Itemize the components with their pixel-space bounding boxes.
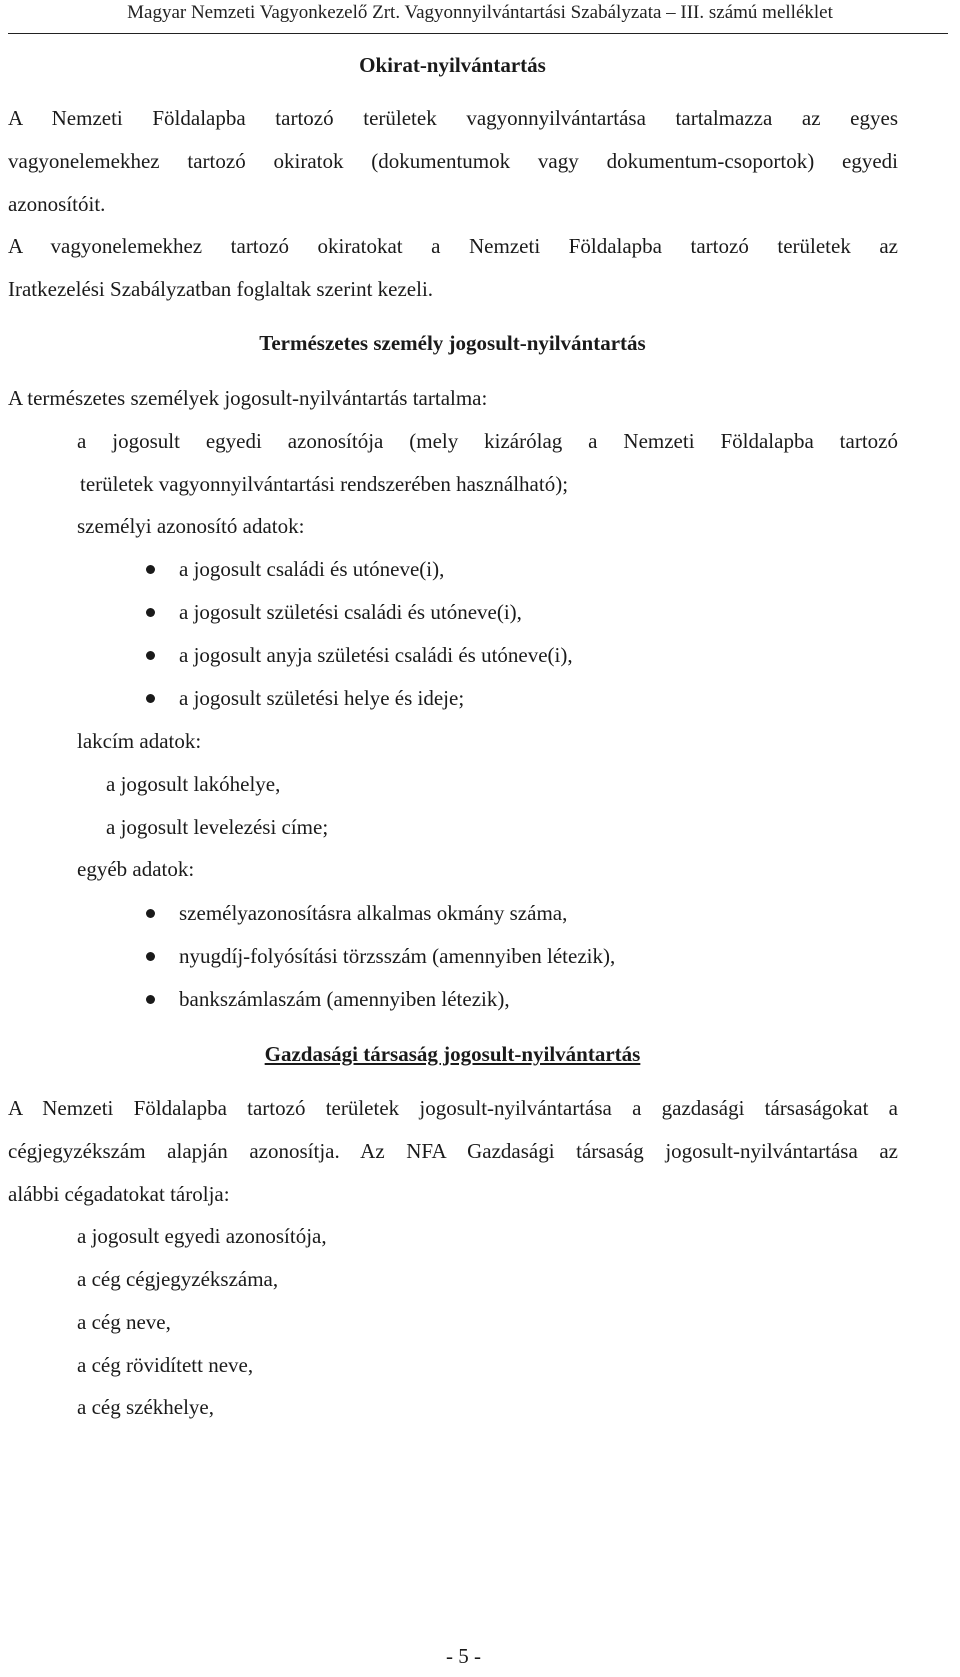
list-item: a cég neve, (77, 1310, 171, 1334)
bullet-item: a jogosult anyja születési családi és utóneve(i), (179, 643, 573, 667)
section-title-okirat: Okirat-nyilvántartás (359, 53, 546, 77)
bullet-icon (146, 995, 155, 1004)
list-item: a cég rövidített neve, (77, 1353, 254, 1377)
bullet-icon (146, 952, 155, 961)
group-label-personal: személyi azonosító adatok: (77, 514, 305, 538)
list-item: a jogosult egyedi azonosítója (mely kizárólag a Nemzeti Földalapba tartozó (77, 429, 898, 453)
section-intro: A természetes személyek jogosult-nyilvántartás tartalma: (8, 386, 488, 410)
list-item: területek vagyonnyilvántartási rendszerében használható); (80, 472, 569, 496)
running-header: Magyar Nemzeti Vagyonkezelő Zrt. Vagyonnyilvántartási Szabályzata – III. számú melléklet (127, 2, 833, 23)
paragraph-line: cégjegyzékszám alapján azonosítja. Az NFA Gazdasági társaság jogosult-nyilvántartása az (8, 1139, 898, 1163)
bullet-item: a jogosult születési családi és utóneve(i), (179, 600, 522, 624)
list-item: a cég cégjegyzékszáma, (77, 1267, 279, 1291)
paragraph-line: A Nemzeti Földalapba tartozó területek vagyonnyilvántartása tartalmazza az egyes (8, 106, 898, 130)
paragraph-line: A vagyonelemekhez tartozó okiratokat a Nemzeti Földalapba tartozó területek az (8, 234, 898, 258)
list-item: a jogosult levelezési címe; (106, 815, 329, 839)
section-title-termeszetes: Természetes személy jogosult-nyilvántartás (259, 331, 646, 355)
header-rule (8, 33, 948, 34)
bullet-item: bankszámlaszám (amennyiben létezik), (179, 987, 510, 1011)
paragraph-line: vagyonelemekhez tartozó okiratok (dokumentumok vagy dokumentum-csoportok) egyedi (8, 149, 898, 173)
bullet-icon (146, 608, 155, 617)
bullet-icon (146, 694, 155, 703)
bullet-icon (146, 565, 155, 574)
page-number: - 5 - (446, 1644, 481, 1668)
bullet-icon (146, 651, 155, 660)
group-label-address: lakcím adatok: (77, 729, 202, 753)
bullet-item: a jogosult családi és utóneve(i), (179, 557, 445, 581)
paragraph-line: A Nemzeti Földalapba tartozó területek jogosult-nyilvántartása a gazdasági társaságokat a (8, 1096, 898, 1120)
paragraph-line: azonosítóit. (8, 192, 106, 216)
bullet-item: a jogosult születési helye és ideje; (179, 686, 465, 710)
section-title-gazdasagi: Gazdasági társaság jogosult-nyilvántartás (264, 1042, 641, 1066)
paragraph-line: Iratkezelési Szabályzatban foglaltak szerint kezeli. (8, 277, 434, 301)
list-item: a jogosult lakóhelye, (106, 772, 281, 796)
list-item: a cég székhelye, (77, 1395, 215, 1419)
bullet-icon (146, 909, 155, 918)
bullet-item: személyazonosításra alkalmas okmány száma, (179, 901, 568, 925)
bullet-item: nyugdíj-folyósítási törzsszám (amennyiben létezik), (179, 944, 616, 968)
group-label-other: egyéb adatok: (77, 857, 195, 881)
paragraph-line: alábbi cégadatokat tárolja: (8, 1182, 230, 1206)
list-item: a jogosult egyedi azonosítója, (77, 1224, 327, 1248)
